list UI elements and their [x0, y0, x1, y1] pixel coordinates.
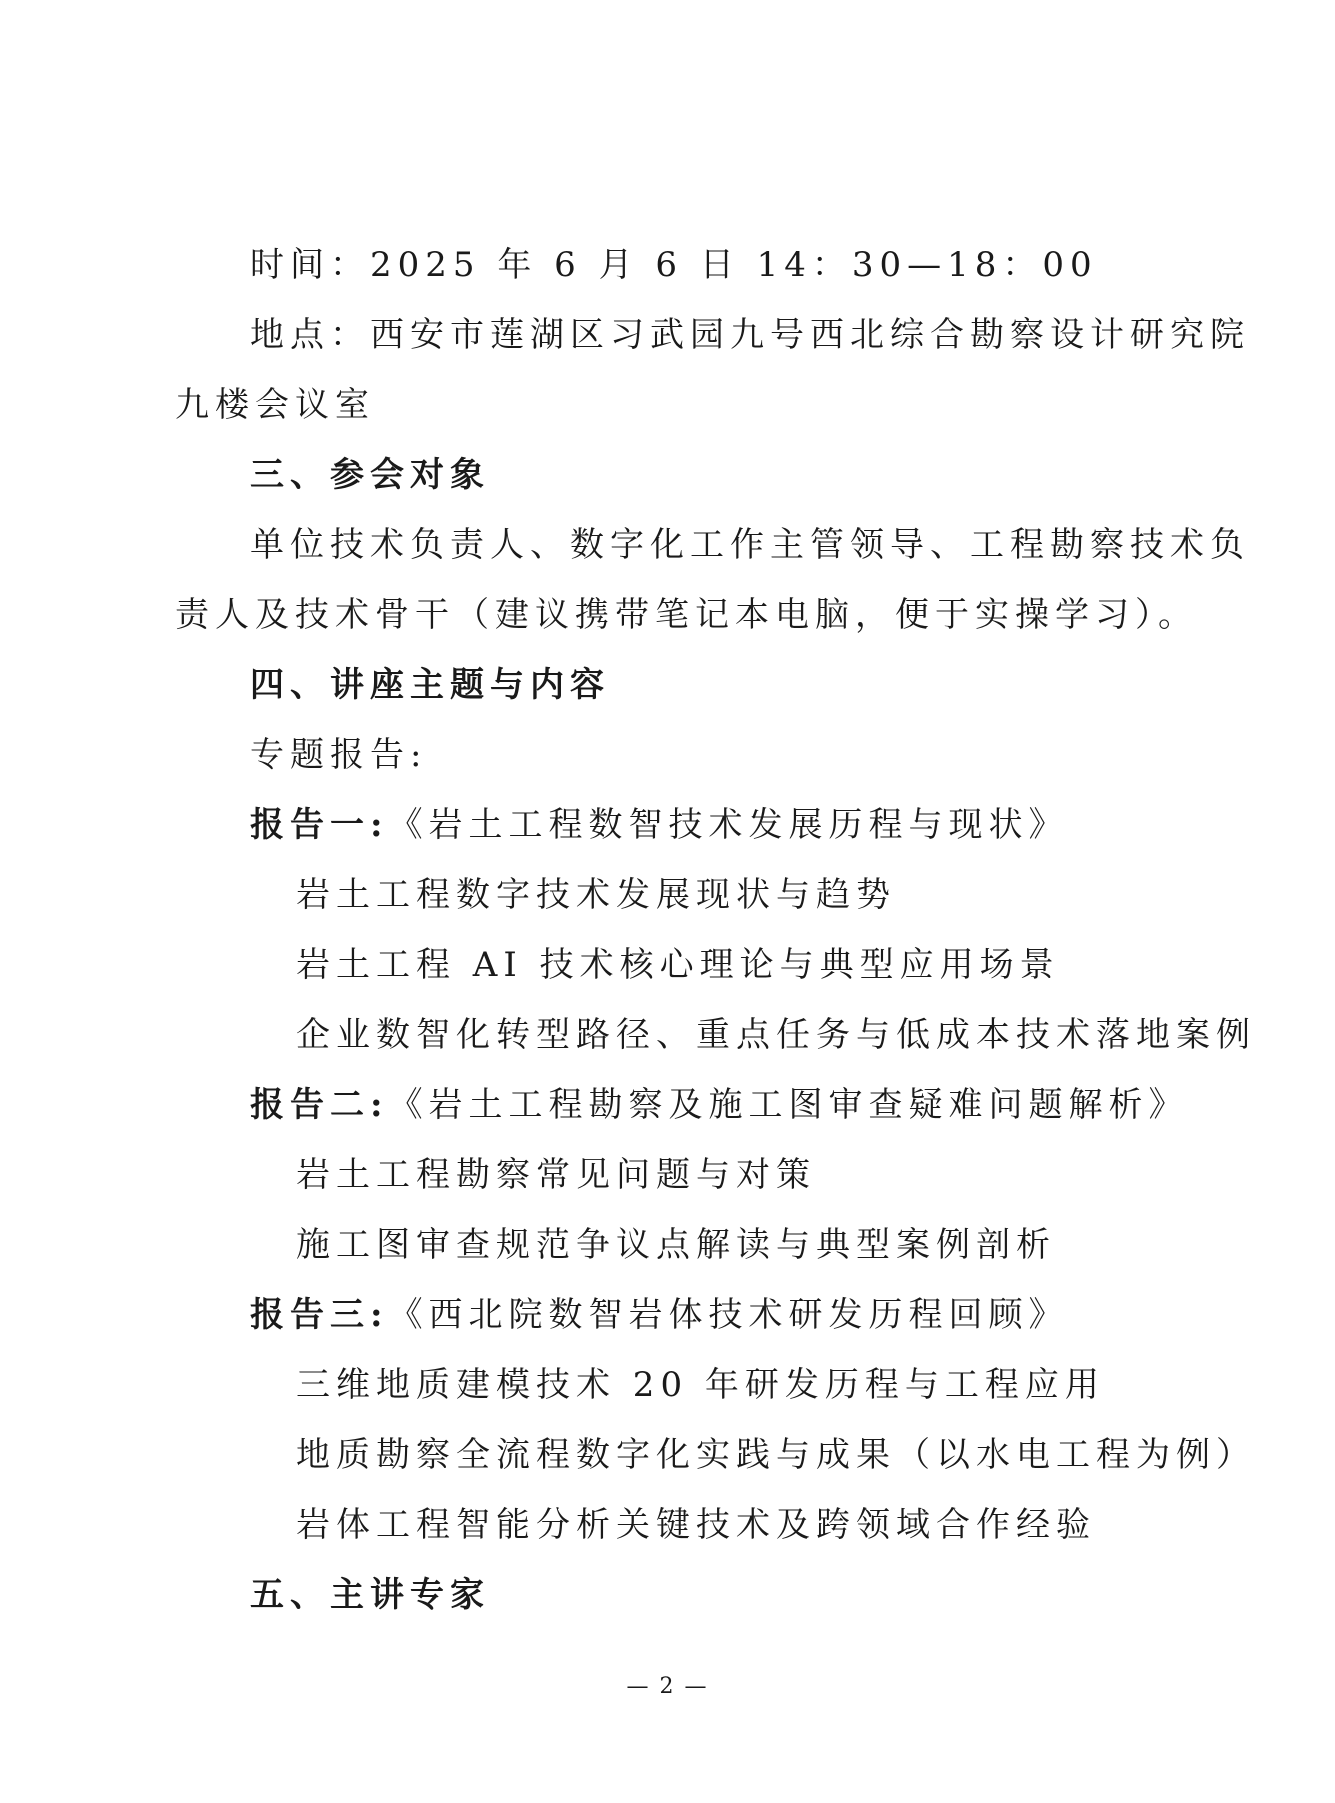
report-2-heading [250, 1083, 1189, 1127]
time-line: 时间：2025 年 6 月 6 日 14：30—18：00 [250, 245, 1098, 285]
report-3-item-1: 三维地质建模技术 20 年研发历程与工程应用 [296, 1365, 1105, 1405]
report-1-label: 报告一: [250, 805, 389, 845]
report-1-item-3: 企业数智化转型路径、重点任务与低成本技术落地案例 [296, 1015, 1256, 1055]
location-line-1: 地点：西安市莲湖区习武园九号西北综合勘察设计研究院 [250, 315, 1250, 355]
attendees-line-1: 单位技术负责人、数字化工作主管领导、工程勘察技术负 [250, 525, 1250, 565]
page-number: — 2 — [626, 1674, 709, 1699]
section-heading-topics: 四、讲座主题与内容 [250, 665, 610, 705]
attendees-line-2: 责人及技术骨干（建议携带笔记本电脑，便于实操学习）。 [175, 595, 1198, 635]
report-3-title: 《西北院数智岩体技术研发历程回顾》 [388, 1295, 1069, 1335]
report-3-heading [250, 1293, 1069, 1337]
report-2-label: 报告二: [250, 1085, 389, 1125]
report-3-item-2: 地质勘察全流程数字化实践与成果（以水电工程为例） [296, 1435, 1256, 1475]
report-1-heading [250, 803, 1069, 847]
report-1-title: 《岩土工程数智技术发展历程与现状》 [388, 805, 1069, 845]
report-2-title: 《岩土工程勘察及施工图审查疑难问题解析》 [388, 1085, 1189, 1125]
report-2-item-1: 岩土工程勘察常见问题与对策 [296, 1155, 816, 1195]
report-1-item-2: 岩土工程 AI 技术核心理论与典型应用场景 [296, 945, 1060, 985]
special-reports-label: 专题报告: [250, 735, 428, 775]
report-3-label: 报告三: [250, 1295, 389, 1335]
report-2-item-2: 施工图审查规范争议点解读与典型案例剖析 [296, 1225, 1056, 1265]
section-heading-attendees: 三、参会对象 [250, 455, 490, 495]
report-3-item-3: 岩体工程智能分析关键技术及跨领域合作经验 [296, 1505, 1096, 1545]
section-heading-speakers: 五、主讲专家 [250, 1575, 490, 1615]
location-line-2: 九楼会议室 [175, 385, 375, 425]
report-1-item-1: 岩土工程数字技术发展现状与趋势 [296, 875, 896, 915]
